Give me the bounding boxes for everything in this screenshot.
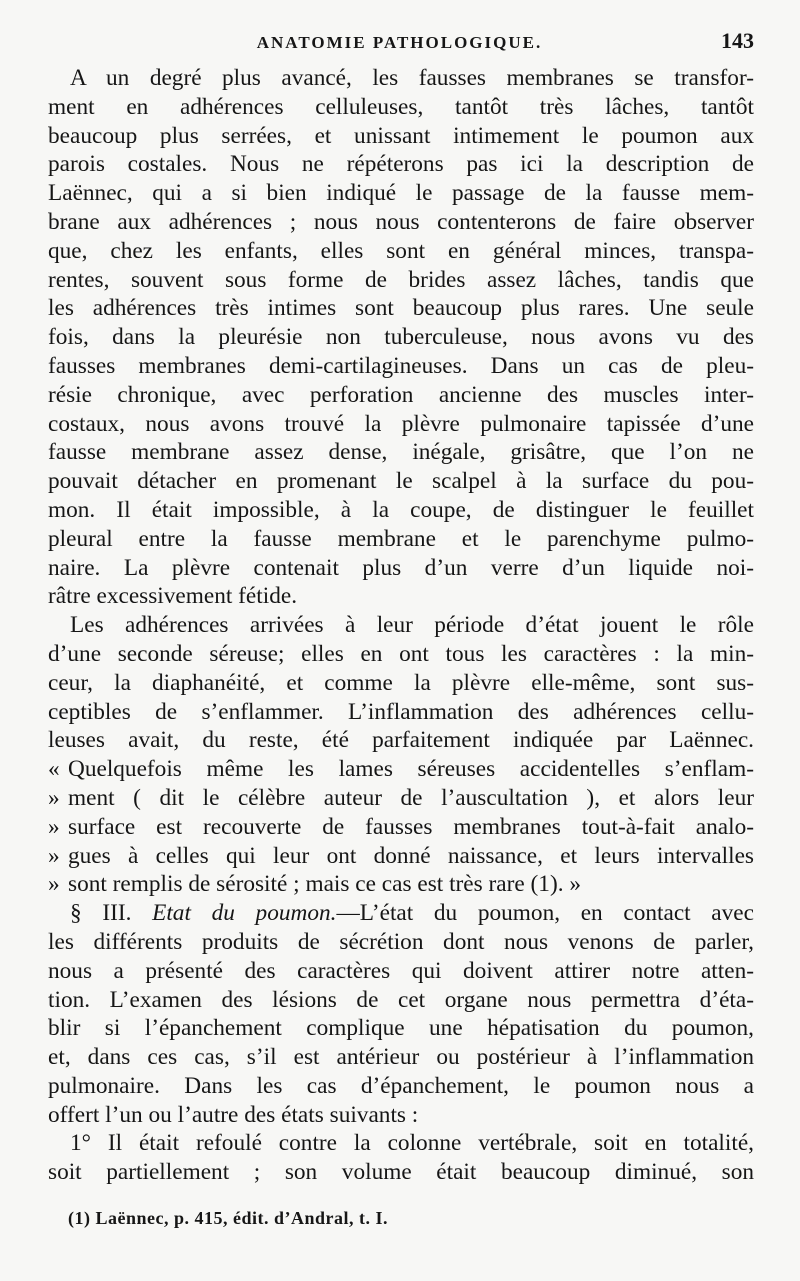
text-line: Laënnec, qui a si bien indiqué le passage de la fausse mem- bbox=[48, 180, 754, 207]
text-line: ceur, la diaphanéité, et comme la plèvre elle-même, sont sus- bbox=[48, 669, 754, 696]
text-line: leuses avait, du reste, été parfaitement indiquée par Laënnec. bbox=[48, 727, 754, 754]
paragraph-4 bbox=[48, 1129, 754, 1187]
quotation bbox=[48, 755, 754, 899]
section-first-line: —L’état du poumon, en contact avec bbox=[336, 900, 754, 927]
quote-line bbox=[48, 870, 754, 899]
quote-text: surface est recouverte de fausses membranes tout-à-fait analo- bbox=[68, 813, 754, 840]
quote-line bbox=[48, 784, 754, 813]
text-line: les adhérences très intimes sont beaucoup plus rares. Une seule bbox=[48, 295, 754, 322]
section-III bbox=[48, 899, 754, 1129]
text-line: pulmonaire. Dans les cas d’épanchement, le poumon nous a bbox=[48, 1072, 754, 1099]
quote-mark: « bbox=[48, 756, 60, 783]
text-line: 1° Il était refoulé contre la colonne vertébrale, soit en totalité, bbox=[70, 1130, 754, 1157]
text-line: pleural entre la fausse membrane et le parenchyme pulmo- bbox=[48, 525, 754, 552]
quote-text: gues à celles qui leur ont donné naissance, et leurs intervalles bbox=[68, 842, 754, 869]
text-line: parois costales. Nous ne répéterons pas ici la description de bbox=[48, 151, 754, 178]
text-line: mon. Il était impossible, à la coupe, de distinguer le feuillet bbox=[48, 496, 754, 523]
quote-line bbox=[48, 842, 754, 871]
quote-text: Quelquefois même les lames séreuses accidentelles s’enflam- bbox=[68, 756, 754, 783]
text-line: costaux, nous avons trouvé la plèvre pulmonaire tapissée d’une bbox=[48, 410, 754, 437]
quote-mark: » bbox=[48, 871, 60, 898]
quote-mark: » bbox=[48, 842, 60, 869]
text-line: râtre excessivement fétide. bbox=[48, 583, 298, 610]
quote-text: ment ( dit le célèbre auteur de l’auscultation ), et alors leur bbox=[68, 784, 754, 811]
text-line: fausses membranes demi-cartilagineuses. Dans un cas de pleu- bbox=[48, 352, 754, 379]
text-line: que, chez les enfants, elles sont en général minces, transpa- bbox=[48, 237, 754, 264]
text-line: fois, dans la pleurésie non tuberculeuse, nous avons vu des bbox=[48, 324, 754, 351]
book-page bbox=[48, 28, 754, 1187]
running-title: ANATOMIE PATHOLOGIQUE. bbox=[256, 33, 543, 52]
paragraph-1 bbox=[48, 64, 754, 611]
quote-mark: » bbox=[48, 813, 60, 840]
body-text bbox=[48, 64, 754, 1187]
page-number: 143 bbox=[721, 28, 754, 53]
text-line: résie chronique, avec perforation ancienne des muscles inter- bbox=[48, 381, 754, 408]
section-number: § III. bbox=[70, 900, 132, 927]
text-line: fausse membrane assez dense, inégale, grisâtre, que l’on ne bbox=[48, 439, 754, 466]
section-heading-line bbox=[48, 899, 754, 928]
section-title: Etat du poumon. bbox=[152, 900, 337, 927]
text-line: et, dans ces cas, s’il est antérieur ou postérieur à l’inflammation bbox=[48, 1044, 754, 1071]
quote-line bbox=[48, 813, 754, 842]
paragraph-2 bbox=[48, 611, 754, 755]
text-line: les différents produits de sécrétion dont nous venons de parler, bbox=[48, 928, 754, 955]
text-line: ment en adhérences celluleuses, tantôt très lâches, tantôt bbox=[48, 93, 754, 120]
text-line: ceptibles de s’enflammer. L’inflammation des adhérences cellu- bbox=[48, 698, 754, 725]
quote-line bbox=[48, 755, 754, 784]
quote-mark: » bbox=[48, 784, 60, 811]
text-line: tion. L’examen des lésions de cet organe nous permettra d’éta- bbox=[48, 986, 754, 1013]
text-line: nous a présenté des caractères qui doivent attirer notre atten- bbox=[48, 957, 754, 984]
quote-text: sont remplis de sérosité ; mais ce cas est très rare (1). » bbox=[68, 871, 582, 898]
text-line: brane aux adhérences ; nous nous contenterons de faire observer bbox=[48, 208, 754, 235]
text-line: naire. La plèvre contenait plus d’un verre d’un liquide noi- bbox=[48, 554, 754, 581]
running-head bbox=[48, 28, 754, 64]
text-line: soit partiellement ; son volume était beaucoup diminué, son bbox=[48, 1159, 754, 1186]
text-line: blir si l’épanchement complique une hépatisation du poumon, bbox=[48, 1015, 754, 1042]
text-line: pouvait détacher en promenant le scalpel à la surface du pou- bbox=[48, 468, 754, 495]
text-line: A un degré plus avancé, les fausses membranes se transfor- bbox=[70, 65, 754, 91]
footnote: (1) Laënnec, p. 415, édit. d’Andral, t. I. bbox=[68, 1208, 389, 1228]
text-line: beaucoup plus serrées, et unissant intimement le poumon aux bbox=[48, 122, 754, 149]
text-line: Les adhérences arrivées à leur période d’état jouent le rôle bbox=[70, 612, 754, 639]
text-line: d’une seconde séreuse; elles en ont tous les caractères : la min- bbox=[48, 640, 754, 667]
text-line: rentes, souvent sous forme de brides assez lâches, tandis que bbox=[48, 266, 754, 293]
text-line: offert l’un ou l’autre des états suivants : bbox=[48, 1101, 419, 1128]
